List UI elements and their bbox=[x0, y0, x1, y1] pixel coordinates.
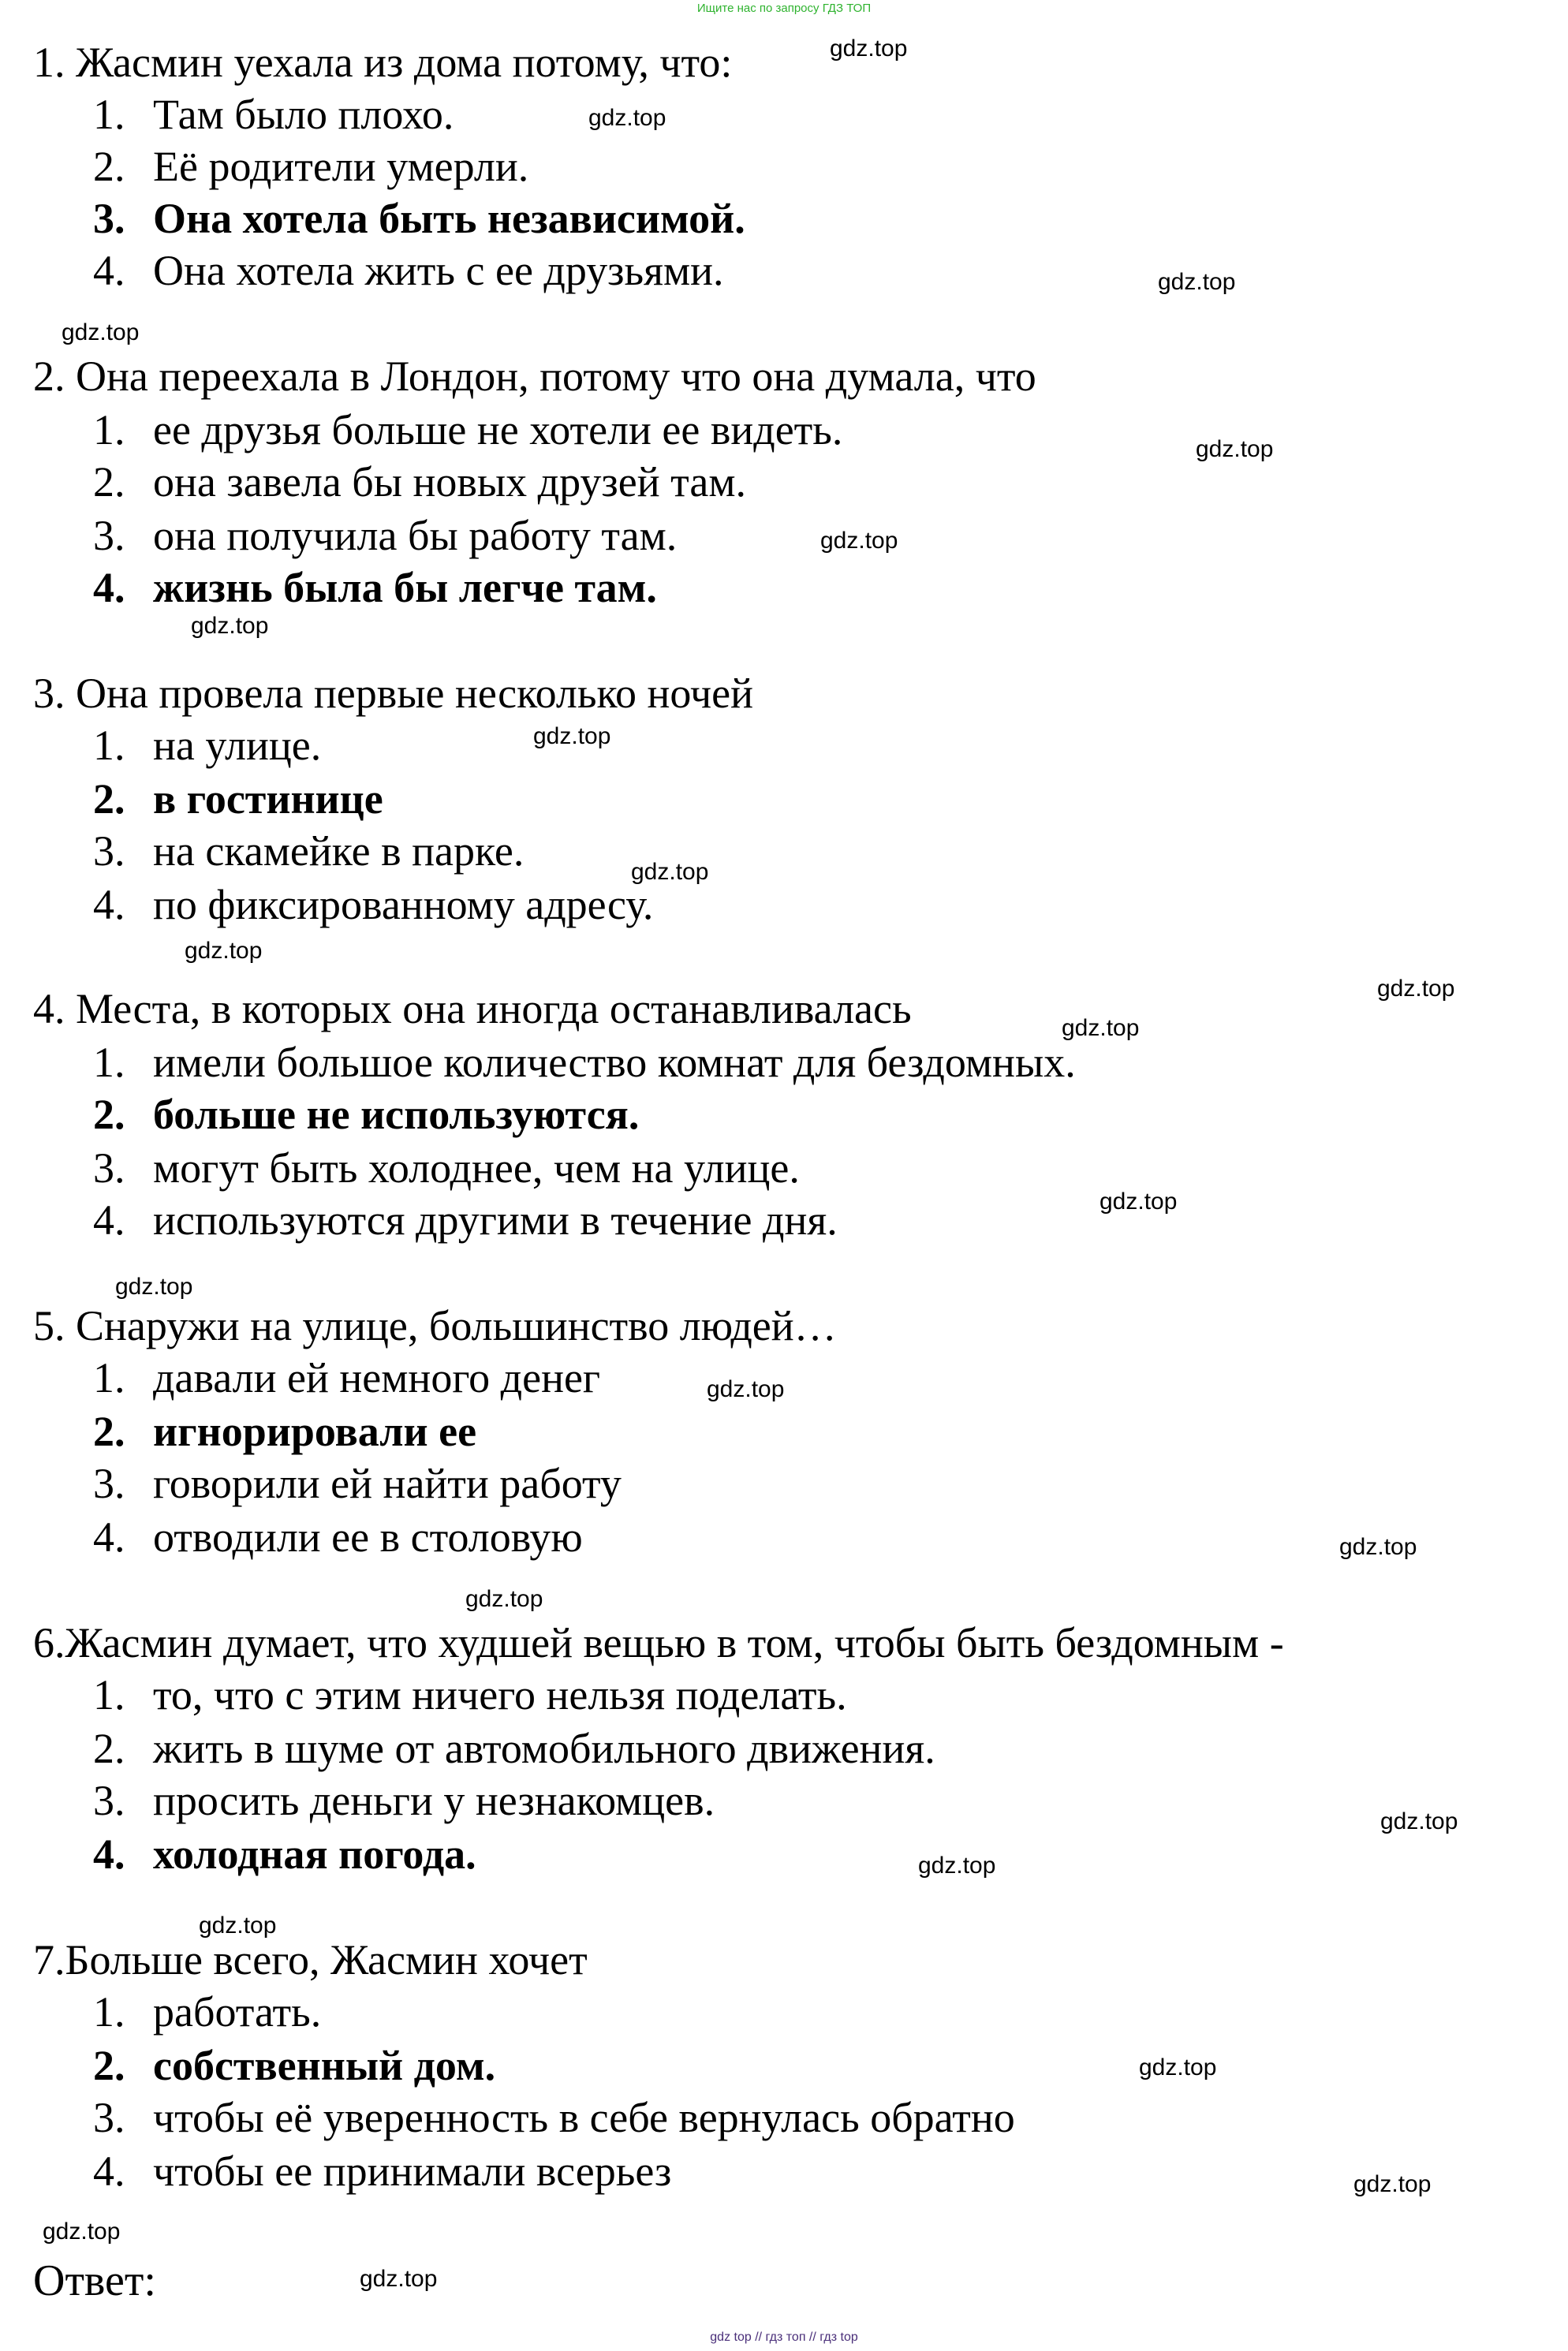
question-3-option-2-correct bbox=[93, 773, 383, 825]
question-3-stem: 3. Она провела первые несколько ночей bbox=[33, 670, 753, 717]
question-5-stem: 5. Снаружи на улице, большинство людей… bbox=[33, 1302, 837, 1349]
option-number: 3. bbox=[93, 1144, 125, 1192]
question-2-option-1 bbox=[93, 404, 842, 456]
watermark: gdz.top bbox=[1353, 2171, 1432, 2197]
watermark: gdz.top bbox=[360, 2266, 438, 2292]
question-2-option-3 bbox=[93, 509, 677, 562]
option-text: она получила бы работу там. bbox=[153, 512, 678, 559]
option-number: 2. bbox=[93, 775, 125, 823]
option-text: по фиксированному адресу. bbox=[153, 881, 654, 928]
question-1-option-3-correct bbox=[93, 192, 745, 244]
question-6-stem: 6.Жасмин думает, что худшей вещью в том, чтобы быть бездомным - bbox=[33, 1619, 1284, 1666]
watermark: gdz.top bbox=[820, 528, 898, 554]
option-number: 3. bbox=[93, 195, 125, 242]
question-1-option-4 bbox=[93, 244, 724, 297]
option-text: в гостинице bbox=[153, 775, 383, 823]
question-3-option-1 bbox=[93, 719, 321, 771]
option-text: чтобы ее принимали всерьез bbox=[153, 2148, 672, 2195]
question-1-stem: 1. Жасмин уехала из дома потому, что: bbox=[33, 39, 733, 86]
option-text: Она хотела быть независимой. bbox=[153, 195, 745, 242]
option-number: 3. bbox=[93, 827, 125, 875]
option-number: 2. bbox=[93, 1091, 125, 1138]
question-5-option-2-correct bbox=[93, 1405, 476, 1457]
option-number: 1. bbox=[93, 406, 125, 453]
question-7-option-2-correct bbox=[93, 2039, 495, 2092]
question-4-stem: 4. Места, в которых она иногда останавливалась bbox=[33, 985, 912, 1032]
question-4-option-4 bbox=[93, 1194, 838, 1246]
option-number: 2. bbox=[93, 2042, 125, 2089]
option-number: 1. bbox=[93, 1354, 125, 1401]
option-number: 1. bbox=[93, 722, 125, 769]
watermark: gdz.top bbox=[1196, 436, 1274, 462]
watermark: gdz.top bbox=[707, 1376, 785, 1402]
question-5-option-3 bbox=[93, 1457, 622, 1509]
option-number: 4. bbox=[93, 1196, 125, 1244]
option-text: жить в шуме от автомобильного движения. bbox=[153, 1725, 935, 1772]
question-4-option-2-correct bbox=[93, 1088, 639, 1140]
watermark: gdz.top bbox=[1377, 976, 1455, 1002]
question-6-option-1 bbox=[93, 1669, 847, 1721]
option-text: Там было плохо. bbox=[153, 91, 454, 138]
watermark: gdz.top bbox=[185, 938, 263, 964]
option-text: то, что с этим ничего нельзя поделать. bbox=[153, 1671, 847, 1718]
option-number: 3. bbox=[93, 1777, 125, 1824]
option-text: собственный дом. bbox=[153, 2042, 496, 2089]
option-text: работать. bbox=[153, 1988, 322, 2036]
option-text: на улице. bbox=[153, 722, 322, 769]
answer-label: Ответ: bbox=[33, 2256, 156, 2305]
question-6-option-4-correct bbox=[93, 1828, 476, 1880]
option-text: Она хотела жить с ее друзьями. bbox=[153, 247, 724, 294]
option-text: игнорировали ее bbox=[153, 1408, 477, 1455]
watermark: gdz.top bbox=[588, 105, 666, 131]
footer-note: gdz top // гдз топ // гдз top bbox=[710, 2330, 858, 2344]
question-7-option-1 bbox=[93, 1986, 321, 2038]
watermark: gdz.top bbox=[62, 319, 140, 345]
option-text: могут быть холоднее, чем на улице. bbox=[153, 1144, 800, 1192]
watermark: gdz.top bbox=[631, 859, 709, 885]
option-text: она завела бы новых друзей там. bbox=[153, 458, 747, 506]
watermark: gdz.top bbox=[115, 1274, 193, 1300]
question-2-stem: 2. Она переехала в Лондон, потому что она думала, что bbox=[33, 353, 1036, 400]
option-text: отводили ее в столовую bbox=[153, 1513, 583, 1561]
watermark: gdz.top bbox=[191, 613, 269, 639]
watermark: gdz.top bbox=[1099, 1189, 1178, 1215]
option-text: давали ей немного денег bbox=[153, 1354, 601, 1401]
option-text: на скамейке в парке. bbox=[153, 827, 525, 875]
option-text: ее друзья больше не хотели ее видеть. bbox=[153, 406, 843, 453]
question-5-option-1 bbox=[93, 1352, 600, 1404]
option-text: жизнь была бы легче там. bbox=[153, 564, 657, 611]
watermark: gdz.top bbox=[1380, 1808, 1458, 1834]
question-4-option-3 bbox=[93, 1142, 800, 1194]
option-text: чтобы её уверенность в себе вернулась обратно bbox=[153, 2094, 1015, 2141]
option-number: 2. bbox=[93, 458, 125, 506]
option-number: 1. bbox=[93, 1039, 125, 1086]
watermark: gdz.top bbox=[830, 35, 908, 62]
option-number: 3. bbox=[93, 2094, 125, 2141]
question-7-option-4 bbox=[93, 2145, 671, 2197]
question-1-option-1 bbox=[93, 88, 454, 140]
option-number: 2. bbox=[93, 1725, 125, 1772]
question-6-option-3 bbox=[93, 1774, 715, 1827]
watermark: gdz.top bbox=[43, 2219, 121, 2245]
header-note: Ищите нас по запросу ГДЗ ТОП bbox=[696, 2, 872, 15]
watermark: gdz.top bbox=[533, 723, 611, 749]
watermark: gdz.top bbox=[1158, 269, 1236, 295]
question-5-option-4 bbox=[93, 1511, 583, 1563]
option-number: 2. bbox=[93, 1408, 125, 1455]
watermark: gdz.top bbox=[1062, 1015, 1140, 1041]
option-number: 2. bbox=[93, 143, 125, 190]
watermark: gdz.top bbox=[1339, 1534, 1417, 1560]
option-number: 4. bbox=[93, 564, 125, 611]
option-number: 4. bbox=[93, 1513, 125, 1561]
option-text: больше не используются. bbox=[153, 1091, 640, 1138]
option-number: 1. bbox=[93, 91, 125, 138]
question-4-option-1 bbox=[93, 1036, 1076, 1088]
option-number: 3. bbox=[93, 512, 125, 559]
option-number: 4. bbox=[93, 247, 125, 294]
question-6-option-2 bbox=[93, 1722, 935, 1774]
watermark: gdz.top bbox=[199, 1913, 277, 1939]
question-3-option-3 bbox=[93, 825, 524, 877]
question-2-option-2 bbox=[93, 456, 746, 508]
question-1-option-2 bbox=[93, 140, 528, 192]
watermark: gdz.top bbox=[918, 1853, 996, 1879]
option-number: 4. bbox=[93, 2148, 125, 2195]
watermark: gdz.top bbox=[1139, 2054, 1217, 2080]
option-number: 4. bbox=[93, 1830, 125, 1878]
option-text: говорили ей найти работу bbox=[153, 1460, 622, 1507]
option-number: 1. bbox=[93, 1988, 125, 2036]
option-number: 3. bbox=[93, 1460, 125, 1507]
option-text: Её родители умерли. bbox=[153, 143, 529, 190]
watermark: gdz.top bbox=[465, 1586, 543, 1612]
question-7-option-3 bbox=[93, 2092, 1015, 2144]
question-3-option-4 bbox=[93, 879, 653, 931]
option-text: имели большое количество комнат для бездомных. bbox=[153, 1039, 1076, 1086]
question-2-option-4-correct bbox=[93, 562, 657, 614]
question-7-stem: 7.Больше всего, Жасмин хочет bbox=[33, 1936, 588, 1983]
option-text: просить деньги у незнакомцев. bbox=[153, 1777, 715, 1824]
option-text: используются другими в течение дня. bbox=[153, 1196, 838, 1244]
option-number: 4. bbox=[93, 881, 125, 928]
option-text: холодная погода. bbox=[153, 1830, 476, 1878]
option-number: 1. bbox=[93, 1671, 125, 1718]
